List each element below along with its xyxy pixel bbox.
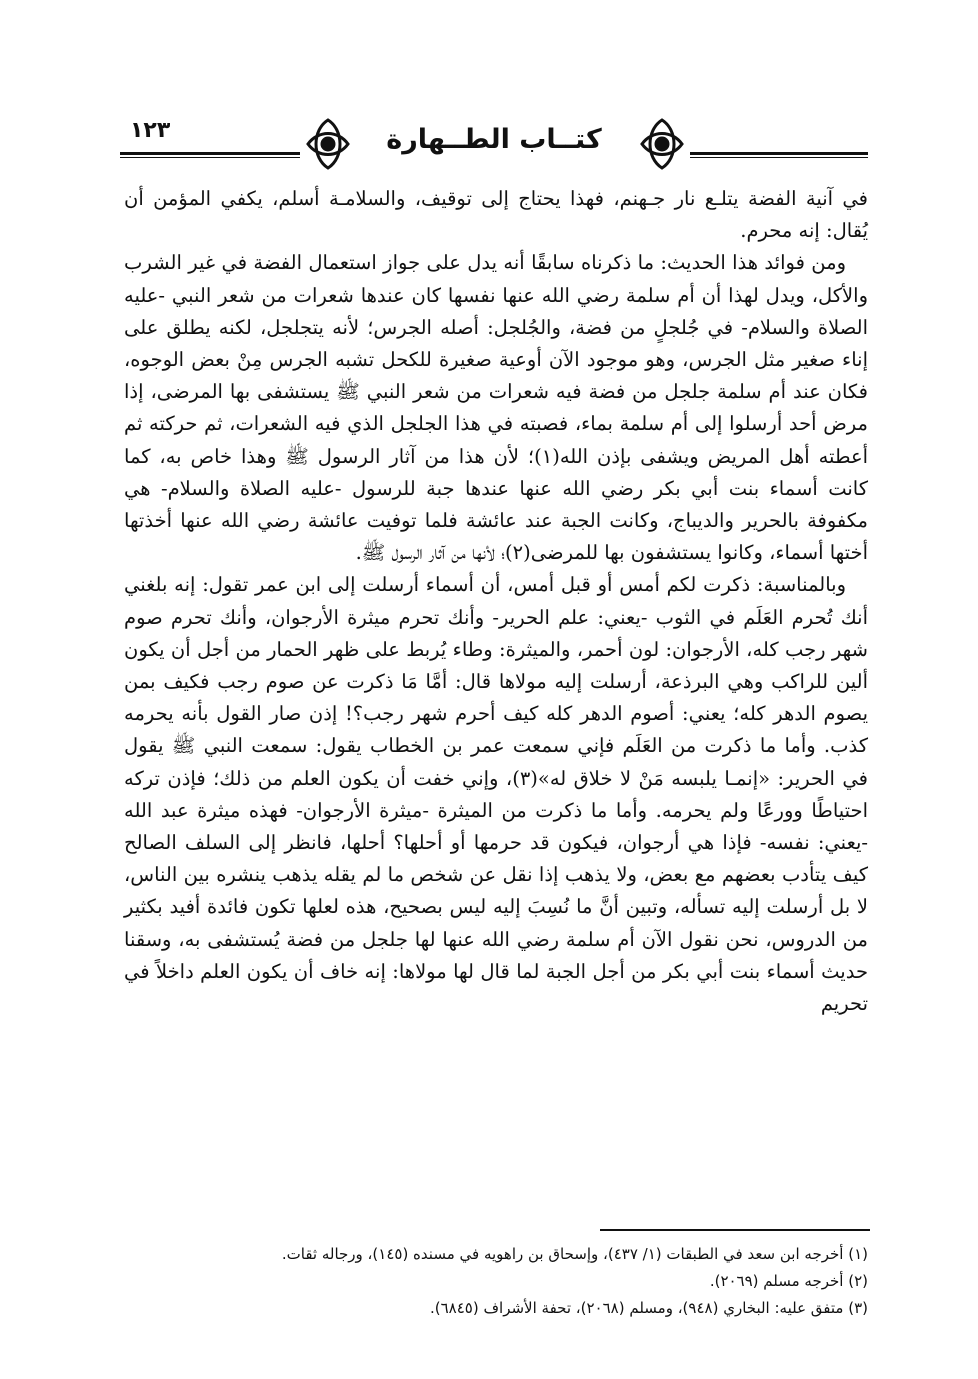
footnotes: [124, 1241, 868, 1322]
header-rule-right-thin: [690, 157, 868, 158]
paragraph-3: وبالمناسبة: ذكرت لكم أمس أو قبل أمس، أن أسماء أرسلت إلى ابن عمر تقول: إنه بلغني أنك تُحرم العَلَم في الثوب -يعني: علم الحرير- وأنك تحرم ميثرة الأرجوان، وأنك تحرم صوم شهر رجب كله، الأرجوان: لون أحمر، والميثرة: وطاء يُربط على ظهر الحمار من أجل أن يكون ألين للراكب وهي البرذعة، أرسلت إليه مولاها قال: أمَّا مَا ذكرت عن صوم رجب فكيف بمن يصوم الدهر كله؛ يعني: أصوم الدهر كله كيف أحرم شهر رجب؟! إذن صار القول بأنه يحرمه كذب. وأما ما ذكرت من العَلَم فإني سمعت عمر بن الخطاب يقول: سمعت النبي ﷺ يقول في الحرير: «إنمـا يلبسه مَنْ لا خلاق له»(٣)، وإني خفت أن يكون العلم من ذلك؛ فإذن تركه احتياطًا وورعًا ولم يحرمه. وأما ما ذكرت من الميثرة -ميثرة الأرجوان- فهذه ميثرة عبد الله -يعني: نفسه- فإذا هي أرجوان، فيكون قد حرمها أو أحلها؟ أحلها، فانظر إلى السلف الصالح كيف يتأدب بعضهم مع بعض، ولا يذهب إذا نقل عن شخص ما لم يقله يذهب ينشره بين الناس، لا بل أرسلت إليه تسأله، وتبين أنَّ ما نُسِبَ إليه ليس بصحيح، هذه لعلها تكون فائدة أفيد بكثير من الدروس، نحن نقول الآن أم سلمة رضي الله عنها لها جلجل من فضة يُستشفى به، وسقنا حديث أسماء بنت أبي بكر من أجل الجبة لما قال لها مولاها: إنه خاف أن يكون العلم داخلاً في تحريم: [124, 573, 868, 1016]
footnote-1: (١) أخرجه ابن سعد في الطبقات (١/ ٤٣٧)، وإسحاق بن راهويه في مسنده (١٤٥)، ورجاله ثقات.: [281, 1245, 868, 1263]
paragraph-2: ومن فوائد هذا الحديث: ما ذكرناه سابقًا أنه يدل على جواز استعمال الفضة في غير الشرب والأكل، ويدل لهذا أن أم سلمة رضي الله عنها نفسها كان عندها شعرات من شعر النبي -عليه الصلاة والسلام- في جُلجلٍ من فضة، والجُلجل: أصله الجرس؛ لأنه يتجلجل، لكنه يطلق على إناء صغير مثل الجرس، وهو موجود الآن أوعية صغيرة للكحل تشبه الجرس مِنْ بعض الوجوه، فكان عند أم سلمة جلجل من فضة فيه شعرات من شعر النبي ﷺ يستشفى بها المرضى، إذا مرض أحد أرسلوا إلى أم سلمة بماء، فصبته في هذا الجلجل الذي فيه الشعرات، ثم حركته ثم أعطته أهل المريض ويشفى بإذن الله(١)؛ لأن هذا من آثار الرسول ﷺ وهذا خاص به، كما كانت أسماء بنت أبي بكر رضي الله عنها عندها جبة للرسول -عليه الصلاة والسلام- هي مكفوفة بالحرير والديباج، وكانت الجبة عند عائشة فلما توفيت عائشة رضي الله عنها أخذتها أختها أسماء، وكانوا يستشفون بها للمرضى(٢)؛ لأنها من آثار الرسول ﷺ.: [124, 251, 868, 565]
body-text: [124, 183, 868, 1020]
paragraph-1: في آنية الفضة يتلـع نار جـهنم، فهذا يحتاج إلى توقيف، والسلامـة أسلم، يكفي المؤمن أن يُقال: إنه محرم.: [124, 187, 868, 243]
footnote-separator: [600, 1229, 870, 1231]
header-rule-left-thin: [120, 157, 300, 158]
page-title: كتــاب الطــهارة: [386, 124, 602, 155]
footnote-2: (٢) أخرجه مسلم (٢٠٦٩).: [709, 1272, 868, 1290]
ornament-right-icon: [636, 116, 688, 172]
page-number: ١٢٣: [130, 118, 171, 143]
header-rule-right: [690, 152, 868, 155]
footnote-3: (٣) متفق عليه: البخاري (٩٤٨)، ومسلم (٢٠٦٨)، تحفة الأشراف (٦٨٤٥).: [430, 1299, 868, 1317]
page-header: [120, 116, 868, 172]
